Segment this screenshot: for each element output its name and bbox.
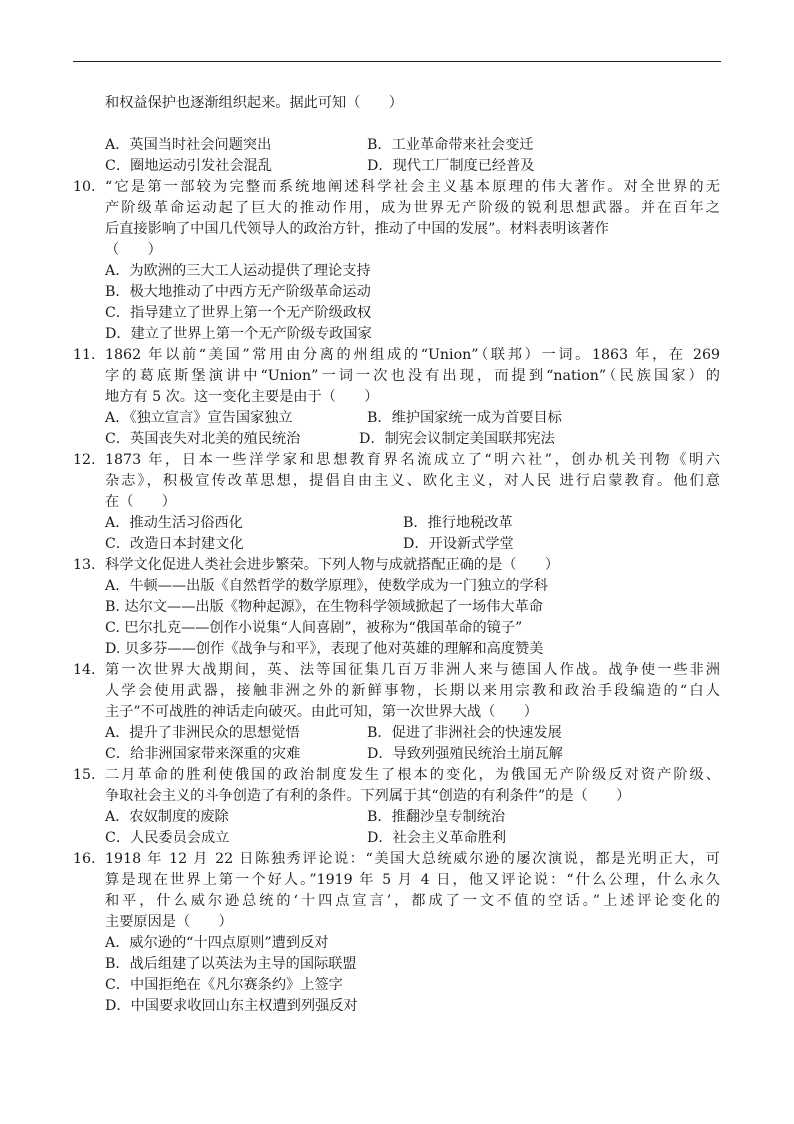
q13-option-a: A．牛顿——出版《自然哲学的数学原理》，使数学成为一门独立的学科 — [105, 578, 548, 594]
q12-option-c: C．改造日本封建文化 — [105, 536, 244, 552]
q16-stem-line-1: 1918 年 12 月 22 日陈独秀评论说：“美国大总统威尔逊的屡次演说，都是光明正大，可 — [105, 851, 720, 867]
q11-number: 11. — [73, 347, 96, 363]
q12-option-a: A．推动生活习俗西化 — [105, 515, 243, 531]
q15-option-c: C．人民委员会成立 — [105, 830, 230, 846]
q10-option-a: A．为欧洲的三大工人运动提供了理论支持 — [105, 263, 371, 279]
q10-option-b: B．极大地推动了中西方无产阶级革命运动 — [105, 284, 371, 300]
q15-stem-line-2: 争取社会主义的斗争创造了有利的条件。下列属于其“创造的有利条件”的是（ ） — [105, 788, 631, 804]
q12-stem-line-3: 在（ ） — [105, 494, 176, 510]
q16-option-b: B．战后组建了以英法为主导的国际联盟 — [105, 956, 357, 972]
q15-stem-line-1: 二月革命的胜利使俄国的政治制度发生了根本的变化，为俄国无产阶级反对资产阶级、 — [105, 767, 720, 783]
q15-number: 15. — [73, 767, 96, 783]
q10-option-c: C．指导建立了世界上第一个无产阶级政权 — [105, 305, 372, 321]
q16-stem-line-3: 和平，什么威尔逊总统的‘十四点宣言’，都成了一文不值的空话。”上述评论变化的 — [105, 893, 720, 909]
q9-option-b: B．工业革命带来社会变迁 — [367, 137, 534, 153]
q12-option-b: B．推行地税改革 — [403, 515, 513, 531]
q11-option-d: D．制宪会议制定美国联邦宪法 — [359, 431, 555, 447]
q11-stem-line-3: 地方有 5 次。这一变化主要是由于（ ） — [105, 389, 379, 405]
q12-stem-line-2: 杂志》，积极宣传改革思想，提倡自由主义、欧化主义，对人民 进行启蒙教育。他们意 — [105, 473, 720, 489]
q15-option-a: A．农奴制度的废除 — [105, 809, 229, 825]
q13-option-c: C. 巴尔扎克——创作小说集“人间喜剧”，被称为“俄国革命的镜子” — [105, 620, 523, 636]
q9-stem-tail: 和权益保护也逐渐组织起来。据此可知（ ） — [105, 95, 403, 111]
q15-option-d: D．社会主义革命胜利 — [367, 830, 507, 846]
q14-option-c: C．给非洲国家带来深重的灾难 — [105, 746, 301, 762]
q11-option-a: A．《独立宣言》宣告国家独立 — [105, 410, 293, 426]
q12-option-d: D．开设新式学堂 — [403, 536, 514, 552]
q11-option-c: C．英国丧失对北美的殖民统治 — [105, 431, 301, 447]
q10-number: 10. — [73, 179, 96, 195]
q11-stem-line-2: 字的葛底斯堡演讲中“Union”一词一次也没有出现，而提到“nation”（民族国家）的 — [105, 368, 720, 384]
q15-option-b: B．推翻沙皇专制统治 — [367, 809, 506, 825]
q13-option-d: D. 贝多芬——创作《战争与和平》，表现了他对英雄的理解和高度赞美 — [105, 641, 544, 657]
q14-number: 14. — [73, 662, 96, 678]
q10-stem-line-3: 后直接影响了中国几代领导人的政治方针，推动了中国的发展”。材料表明该著作 — [105, 221, 609, 237]
q16-option-d: D．中国要求收回山东主权遭到列强反对 — [105, 998, 358, 1014]
header-rule — [73, 61, 721, 62]
q14-option-a: A．提升了非洲民众的思想觉悟 — [105, 725, 300, 741]
q13-number: 13. — [73, 557, 96, 573]
q11-stem-line-1: 1862 年以前“美国”常用由分离的州组成的“Union”（联邦）一词。1863 年，在 269 — [105, 347, 720, 363]
q10-option-d: D．建立了世界上第一个无产阶级专政国家 — [105, 326, 372, 342]
q12-stem-line-1: 1873 年，日本一些洋学家和思想教育界名流成立了“明六社”，创办机关刊物《明六 — [105, 452, 720, 468]
q10-stem-line-4: （ ） — [105, 242, 162, 258]
q14-option-b: B．促进了非洲社会的快速发展 — [367, 725, 562, 741]
q10-stem-line-1: “它是第一部较为完整而系统地阐述科学社会主义基本原理的伟大著作。对全世界的无 — [105, 179, 720, 195]
q10-stem-line-2: 产阶级革命运动起了巨大的推动作用，成为世界无产阶级的锐利思想武器。并在百年之 — [105, 200, 720, 216]
q14-stem-line-1: 第一次世界大战期间，英、法等国征集几百万非洲人来与德国人作战。战争使一些非洲 — [105, 662, 720, 678]
q16-option-c: C．中国拒绝在《凡尔赛条约》上签字 — [105, 977, 343, 993]
q9-option-a: A．英国当时社会问题突出 — [105, 137, 272, 153]
q16-number: 16. — [73, 851, 96, 867]
q14-stem-line-2: 人学会使用武器，接触非洲之外的新鲜事物，长期以来用宗教和政治手段编造的“白人 — [105, 683, 720, 699]
q16-stem-line-2: 算是现在世界上第一个好人。”1919 年 5 月 4 日，他又评论说：“什么公理，什么永久 — [105, 872, 720, 888]
q9-option-c: C．圈地运动引发社会混乱 — [105, 158, 272, 174]
q12-number: 12. — [73, 452, 96, 468]
q11-option-b: B．维护国家统一成为首要目标 — [367, 410, 562, 426]
q14-option-d: D．导致列强殖民统治土崩瓦解 — [367, 746, 563, 762]
q13-option-b: B. 达尔文——出版《物种起源》，在生物科学领域掀起了一场伟大革命 — [105, 599, 543, 615]
q9-option-d: D．现代工厂制度已经普及 — [367, 158, 535, 174]
q14-stem-line-3: 主子”不可战胜的神话走向破灭。由此可知，第一次世界大战（ ） — [105, 704, 538, 720]
q16-option-a: A．威尔逊的“十四点原则”遭到反对 — [105, 935, 329, 951]
q16-stem-line-4: 主要原因是（ ） — [105, 914, 233, 930]
q13-stem-line-1: 科学文化促进人类社会进步繁荣。下列人物与成就搭配正确的是（ ） — [105, 557, 560, 573]
